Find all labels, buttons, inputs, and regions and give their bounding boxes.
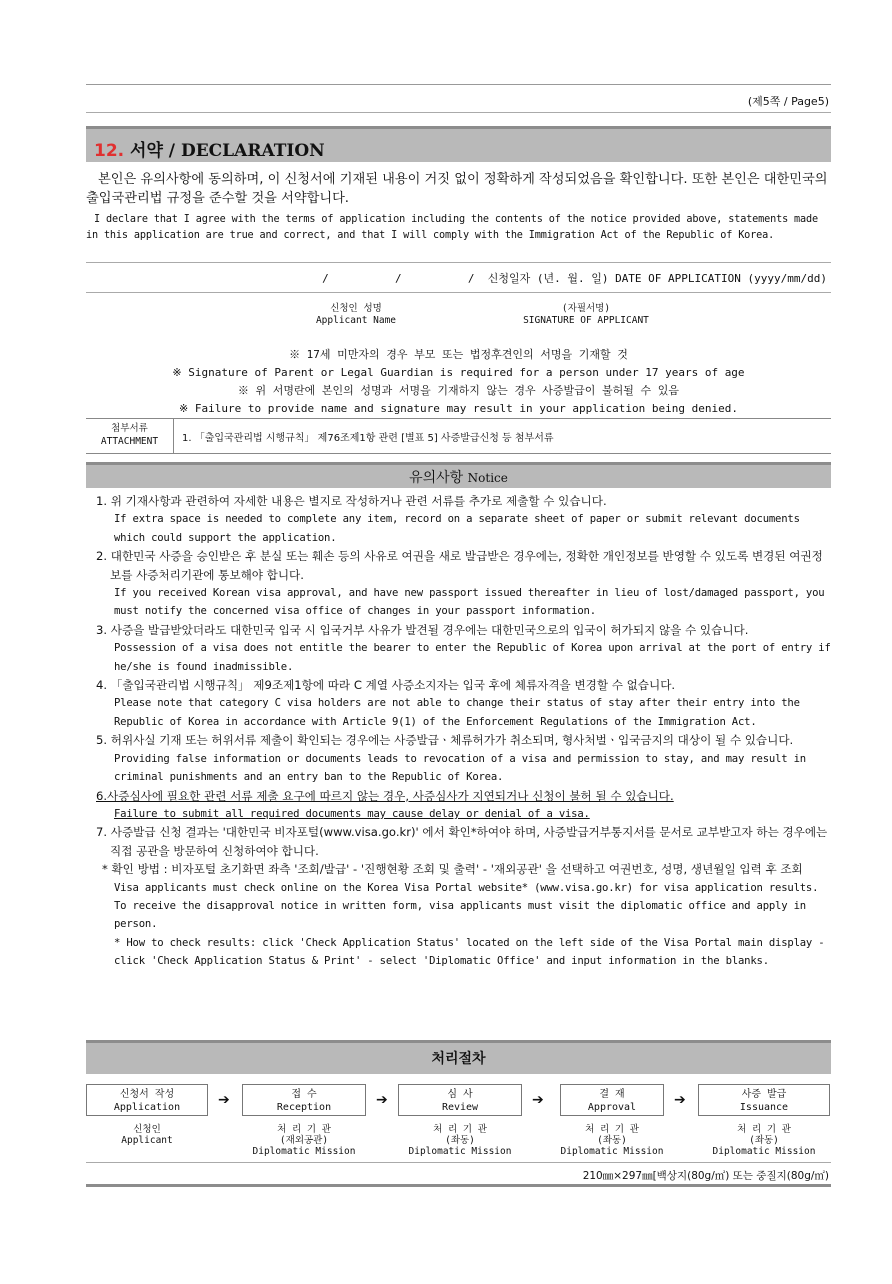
notice-list — [96, 492, 831, 971]
step-actor-issuance — [690, 1124, 838, 1157]
step-actor-ko: 신청인 — [133, 1124, 161, 1135]
notice-item-1-en: If extra space is needed to complete any item, record on a separate sheet of paper or submit relevant documents which could support the application. — [114, 513, 800, 544]
divider — [86, 112, 831, 113]
page-label: (제5쪽 / Page5) — [747, 95, 829, 108]
step-actor-review — [382, 1124, 538, 1157]
step-actor-en: Diplomatic Mission — [560, 1146, 664, 1157]
notice-item-2-ko: 2. 대한민국 사증을 승인받은 후 분실 또는 훼손 등의 사유로 여권을 새로 발급받은 경우에는, 정확한 개인정보를 반영할 수 있도록 변경된 여권정보를 사증처리기관에 통보해야 합니다. — [96, 549, 823, 582]
notice-item-4-ko: 4. 「출입국관리법 시행규칙」 제9조제1항에 따라 C 계열 사증소지자는 입국 후에 체류자격을 변경할 수 없습니다. — [96, 678, 676, 693]
step-label-ko: 접 수 — [291, 1089, 317, 1100]
section-title-en: DECLARATION — [180, 141, 325, 161]
section-number: 12. — [94, 141, 125, 161]
step-actor-sub: (재외공관) — [279, 1135, 329, 1146]
attachment-label — [86, 419, 174, 453]
process-title: 처리절차 — [431, 1051, 486, 1067]
step-approval — [560, 1084, 664, 1116]
signature-label-ko: (자필서명) — [561, 303, 611, 314]
step-label-en: Application — [113, 1102, 181, 1113]
top-rule — [86, 84, 831, 85]
step-actor-approval — [538, 1124, 686, 1157]
divider — [86, 1162, 831, 1163]
step-label-ko: 심 사 — [447, 1089, 473, 1100]
divider — [86, 262, 831, 263]
applicant-name-label-ko: 신청인 성명 — [330, 303, 382, 314]
declaration-text-ko: 본인은 유의사항에 동의하며, 이 신청서에 기재된 내용이 거짓 없이 정확하게 작성되었음을 확인합니다. 또한 본인은 대한민국의 출입국관리법 규정을 준수할 것을 서약합니다. — [86, 172, 828, 206]
notice-item-5-en: Providing false information or documents leads to revocation of a visa and permission to stay, and may result in criminal punishments and an entry ban to the Republic of Korea. — [114, 752, 806, 784]
notice-item-7-ko: 7. 사증발급 신청 결과는 '대한민국 비자포털(www.visa.go.kr)' 에서 확인*하여야 하며, 사증발급거부통지서를 문서로 교부받고자 하는 경우에는 직접 공관을 방문하여 신청하여야 합니다. — [96, 825, 828, 858]
step-actor-reception — [222, 1124, 386, 1157]
note-minor-en: ※ Signature of Parent or Legal Guardian is required for a person under 17 years of age — [172, 366, 745, 379]
step-actor-applicant — [86, 1124, 208, 1146]
step-actor-en: Diplomatic Mission — [712, 1146, 816, 1157]
step-reception — [242, 1084, 366, 1116]
process-steps — [86, 1084, 831, 1158]
step-actor-sub: (좌동) — [445, 1135, 475, 1146]
step-actor-ko: 처 리 기 관 — [737, 1124, 791, 1135]
signature-notes — [86, 346, 831, 418]
step-actor-en: Diplomatic Mission — [408, 1146, 512, 1157]
notice-check-method-en: * How to check results: click 'Check Application Status' located on the left side of the Visa Portal main display - click 'Check Application Status & Print' - select 'Diplomatic Office' and input information in the blanks. — [114, 936, 825, 968]
step-actor-sub: (좌동) — [597, 1135, 627, 1146]
notice-item-3-en: Possession of a visa does not entitle the bearer to enter the Republic of Korea upon arrival at the port of entry if he/she is found inadmissible. — [114, 642, 831, 673]
step-actor-ko: 처 리 기 관 — [433, 1124, 487, 1135]
step-actor-ko: 처 리 기 관 — [585, 1124, 639, 1135]
signature-field[interactable] — [506, 303, 666, 327]
notice-title — [86, 467, 831, 487]
notice-item-3-ko: 3. 사증을 발급받았더라도 대한민국 입국 시 입국거부 사유가 발견될 경우에는 대한민국으로의 입국이 허가되지 않을 수 있습니다. — [96, 622, 749, 637]
notice-check-method-ko: * 확인 방법 : 비자포털 초기화면 좌측 '조회/발급' - '진행현황 조회 및 출력' - '재외공관' 을 선택하고 여권번호, 성명, 생년월일 입력 후 조회 — [102, 862, 803, 877]
step-issuance — [698, 1084, 830, 1116]
attachment-row — [86, 418, 831, 454]
notice-item-7-en: Visa applicants must check online on the Korea Visa Portal website* (www.visa.go.kr) for visa application results. To receive the disapproval notice in written form, visa applicants must visit the diplomatic office and apply in person. — [114, 881, 819, 931]
bottom-rule — [86, 1184, 831, 1187]
arrow-icon: ➔ — [532, 1092, 544, 1108]
arrow-icon: ➔ — [376, 1092, 388, 1108]
attachment-label-ko: 첨부서류 — [111, 423, 148, 434]
note-denial-en: ※ Failure to provide name and signature may result in your application being denied. — [179, 402, 738, 415]
applicant-name-field[interactable] — [296, 303, 416, 327]
notice-item-4-en: Please note that category C visa holders are not able to change their status of stay after their entry into the Republic of Korea in accordance with Article 9(1) of the Enforcement Regulations of the Immigration Act. — [114, 697, 800, 728]
step-label-en: Issuance — [739, 1102, 789, 1113]
application-date-field[interactable]: / / / 신청일자 (년. 월. 일) DATE OF APPLICATION (yyyy/mm/dd) — [322, 272, 827, 285]
notice-item-1-ko: 1. 위 기재사항과 관련하여 자세한 내용은 별지로 작성하거나 관련 서류를 추가로 제출할 수 있습니다. — [96, 494, 607, 508]
signature-label-en: SIGNATURE OF APPLICANT — [523, 315, 649, 326]
applicant-name-label-en: Applicant Name — [315, 315, 397, 326]
attachment-label-en: ATTACHMENT — [100, 436, 159, 447]
arrow-icon: ➔ — [674, 1092, 686, 1108]
step-label-en: Reception — [276, 1102, 332, 1113]
arrow-icon: ➔ — [218, 1092, 230, 1108]
step-actor-en: Applicant — [121, 1135, 173, 1146]
step-label-en: Review — [441, 1102, 479, 1113]
declaration-text-en: I declare that I agree with the terms of application including the contents of the notice provided above, statements made in this application are true and correct, and that I will comply with the Immigration Act of the Republic of Korea. — [86, 214, 818, 241]
notice-title-en: Notice — [467, 471, 508, 485]
step-label-ko: 신청서 작성 — [119, 1089, 175, 1100]
notice-item-2-en: If you received Korean visa approval, and have new passport issued thereafter in lieu of lost/damaged passport, you must notify the concerned visa office of changes in your passport information. — [114, 587, 825, 618]
step-label-ko: 사증 발급 — [741, 1089, 787, 1100]
paper-spec: 210㎜×297㎜[백상지(80g/㎡) 또는 중질지(80g/㎡) — [582, 1170, 829, 1182]
declaration-title — [94, 136, 325, 161]
step-actor-sub: (좌동) — [749, 1135, 779, 1146]
divider — [86, 292, 831, 293]
step-label-ko: 결 재 — [599, 1089, 625, 1100]
step-label-en: Approval — [587, 1102, 637, 1113]
note-denial-ko: ※ 위 서명란에 본인의 성명과 서명을 기재하지 않는 경우 사증발급이 불허될 수 있음 — [237, 384, 680, 397]
step-actor-en: Diplomatic Mission — [252, 1146, 356, 1157]
notice-item-5-ko: 5. 허위사실 기재 또는 허위서류 제출이 확인되는 경우에는 사증발급ㆍ체류허가가 취소되며, 형사처벌ㆍ입국금지의 대상이 될 수 있습니다. — [96, 733, 794, 748]
notice-item-6-en: Failure to submit all required documents may cause delay or denial of a visa. — [114, 807, 590, 820]
step-review — [398, 1084, 522, 1116]
section-title-ko: 서약 / — [130, 141, 176, 161]
step-actor-ko: 처 리 기 관 — [277, 1124, 331, 1135]
attachment-value: 1. 「출입국관리법 시행규칙」 제76조제1항 관련 [별표 5] 사증발급신청 등 첨부서류 — [182, 433, 554, 444]
note-minor-ko: ※ 17세 미만자의 경우 부모 또는 법정후견인의 서명을 기재할 것 — [289, 348, 628, 361]
notice-title-ko: 유의사항 — [409, 470, 464, 486]
step-application — [86, 1084, 208, 1116]
notice-item-6-ko: 6.사증심사에 필요한 관련 서류 제출 요구에 따르지 않는 경우, 사증심사가 지연되거나 신청이 불허 될 수 있습니다. — [96, 788, 674, 803]
